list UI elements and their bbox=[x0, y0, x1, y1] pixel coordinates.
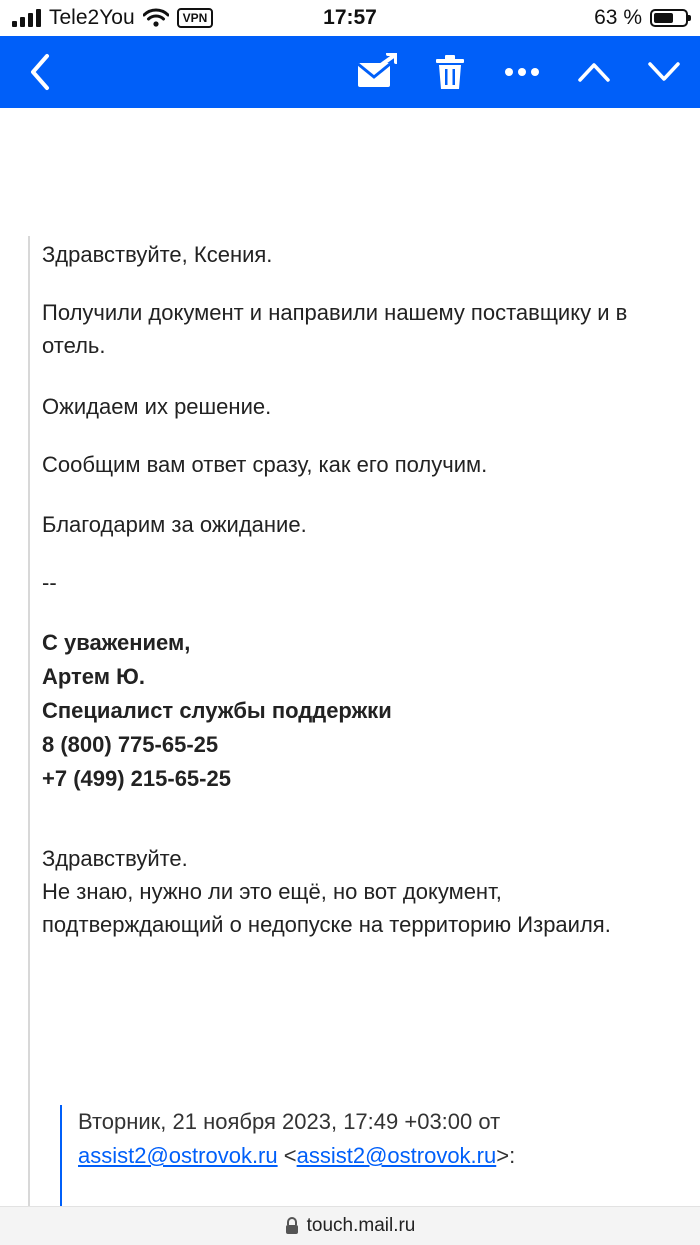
back-icon bbox=[27, 52, 53, 92]
back-button[interactable] bbox=[10, 36, 70, 108]
greeting-text: Здравствуйте, Ксения. bbox=[42, 242, 273, 267]
carrier-name: Tele2You bbox=[49, 6, 135, 29]
signature-name: Артем Ю. bbox=[42, 664, 145, 689]
next-message-button[interactable] bbox=[634, 36, 694, 108]
body-paragraph: Благодарим за ожидание. bbox=[42, 512, 307, 537]
signature-phone[interactable]: +7 (499) 215-65-25 bbox=[42, 766, 231, 791]
previous-message-button[interactable] bbox=[564, 36, 624, 108]
angle-close: >: bbox=[496, 1143, 516, 1168]
prev-message-icon bbox=[577, 61, 611, 83]
clock: 17:57 bbox=[323, 6, 377, 29]
trash-icon bbox=[435, 54, 465, 90]
body-paragraph: Получили документ и направили нашему поставщику и в отель. bbox=[42, 300, 628, 358]
reply-date: Вторник, 21 ноября 2023, 17:49 +03:00 от bbox=[78, 1109, 501, 1134]
vpn-badge: VPN bbox=[177, 8, 214, 28]
mail-toolbar bbox=[0, 36, 700, 108]
reply-sender bbox=[78, 1139, 680, 1173]
move-to-folder-button[interactable] bbox=[346, 36, 406, 108]
reply-header bbox=[60, 1105, 680, 1211]
signature-closing: С уважением, bbox=[42, 630, 191, 655]
url-domain: touch.mail.ru bbox=[306, 1215, 416, 1236]
lock-icon bbox=[285, 1217, 299, 1235]
body-paragraph: Ожидаем их решение. bbox=[42, 394, 272, 419]
more-button[interactable] bbox=[492, 36, 552, 108]
status-bar bbox=[0, 0, 700, 36]
next-message-icon bbox=[647, 61, 681, 83]
delete-button[interactable] bbox=[420, 36, 480, 108]
battery-icon bbox=[650, 9, 688, 27]
signature-phone[interactable]: 8 (800) 775-65-25 bbox=[42, 732, 219, 757]
sender-email-link[interactable]: assist2@ostrovok.ru bbox=[296, 1143, 497, 1168]
sender-email-link[interactable]: assist2@ostrovok.ru bbox=[78, 1143, 278, 1168]
angle-open: < bbox=[283, 1143, 297, 1168]
browser-url-bar[interactable] bbox=[0, 1206, 700, 1245]
more-icon bbox=[504, 67, 540, 77]
quoted-greeting: Здравствуйте. bbox=[42, 846, 188, 871]
message-body bbox=[28, 236, 700, 1206]
signature-separator: -- bbox=[42, 570, 57, 595]
move-to-folder-icon bbox=[355, 53, 397, 91]
quoted-message bbox=[42, 842, 682, 941]
body-paragraph: Сообщим вам ответ сразу, как его получим. bbox=[42, 452, 488, 477]
quoted-text: Не знаю, нужно ли это ещё, но вот документ, подтверждающий о недопуске на территорию Израиля. bbox=[42, 879, 611, 937]
signature bbox=[42, 626, 392, 796]
signature-role: Специалист службы поддержки bbox=[42, 698, 392, 723]
battery-percent: 63 % bbox=[594, 6, 642, 29]
